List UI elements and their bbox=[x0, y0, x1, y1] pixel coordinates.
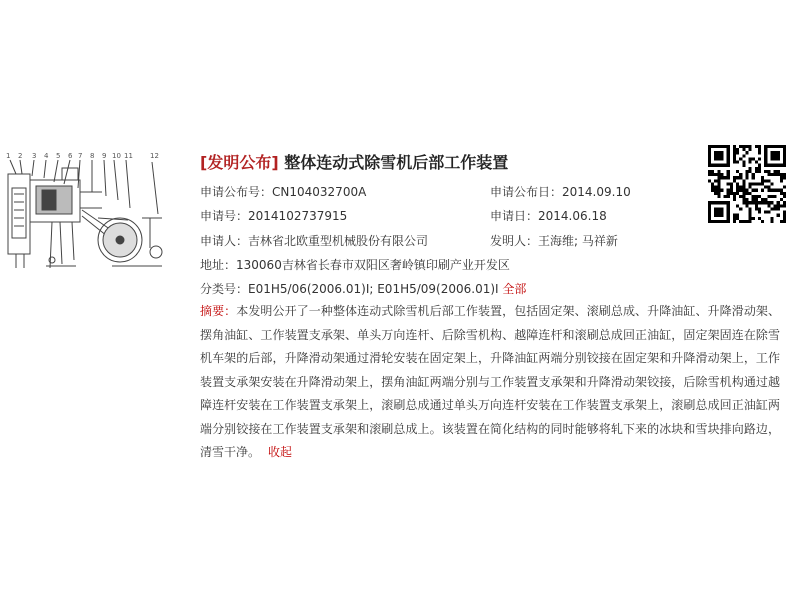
drawing-part-label: 10 bbox=[112, 152, 121, 160]
abstract-block bbox=[200, 300, 780, 465]
abstract-text: 本发明公开了一种整体连动式除雪机后部工作装置，包括固定架、滚刷总成、升降油缸、升降滑动架、摆角油缸、工作装置支承架、单头万向连杆、后除雪机构、越障连杆和滚刷总成回正油缸，固定架固连在除雪机车架的后部，升降滑动架通过滑轮安装在固定架上，升降油缸两端分别铰接在固定架和升降滑动架上，工作装置支承架安装在升降滑动架上，摆角油缸两端分别与工作装置支承架和升降滑动架铰接，后除雪机构通过越障连杆安装在工作装置支承架上，滚刷总成通过单头万向连杆安装在工作装置支承架上，滚刷总成回正油缸两端分别铰接在工作装置支承架和滚刷总成上。该装置在简化结构的同时能够将轧下来的冰块和雪块排向路边，清雪干净。 bbox=[200, 304, 780, 459]
application-number-value: 2014102737915 bbox=[248, 209, 348, 223]
address-value: 130060吉林省长春市双阳区奢岭镇印刷产业开发区 bbox=[236, 258, 510, 272]
drawing-part-label: 8 bbox=[90, 152, 95, 160]
drawing-part-label: 4 bbox=[44, 152, 49, 160]
drawing-part-label: 12 bbox=[150, 152, 159, 160]
collapse-link[interactable]: 收起 bbox=[268, 445, 293, 459]
publication-date-label: 申请公布日： bbox=[490, 185, 563, 199]
publication-number-value: CN104032700A bbox=[272, 185, 367, 199]
inventor-label: 发明人： bbox=[490, 234, 539, 248]
classification-all-link[interactable]: 全部 bbox=[502, 282, 527, 296]
patent-title-text: 整体连动式除雪机后部工作装置 bbox=[284, 153, 509, 172]
drawing-part-label: 2 bbox=[18, 152, 23, 160]
address-row bbox=[200, 256, 510, 273]
application-number-row bbox=[200, 207, 347, 224]
publication-date-row bbox=[490, 183, 631, 200]
inventor-row bbox=[490, 232, 618, 249]
drawing-part-label: 7 bbox=[78, 152, 83, 160]
publication-number-row bbox=[200, 183, 366, 200]
applicant-value: 吉林省北欧重型机械股份有限公司 bbox=[248, 234, 429, 248]
publication-number-label: 申请公布号： bbox=[200, 185, 273, 199]
patent-title[interactable] bbox=[200, 150, 700, 173]
classification-row bbox=[200, 280, 526, 297]
publication-date-value: 2014.09.10 bbox=[562, 185, 631, 199]
drawing-part-label: 1 bbox=[6, 152, 11, 160]
application-date-value: 2014.06.18 bbox=[538, 209, 607, 223]
inventor-value: 王海维; 马祥新 bbox=[538, 234, 618, 248]
drawing-part-label: 11 bbox=[124, 152, 133, 160]
application-date-label: 申请日： bbox=[490, 209, 539, 223]
application-date-row bbox=[490, 207, 607, 224]
classification-value: E01H5/06(2006.01)I; E01H5/09(2006.01)I bbox=[248, 282, 499, 296]
applicant-row bbox=[200, 232, 428, 249]
applicant-label: 申请人： bbox=[200, 234, 249, 248]
qr-code-icon bbox=[708, 145, 786, 223]
address-label: 地址： bbox=[200, 258, 237, 272]
application-number-label: 申请号： bbox=[200, 209, 249, 223]
patent-type-tag: [发明公布] bbox=[200, 153, 279, 172]
drawing-part-label: 5 bbox=[56, 152, 61, 160]
drawing-part-label: 9 bbox=[102, 152, 107, 160]
drawing-part-label: 3 bbox=[32, 152, 37, 160]
qr-code-image bbox=[708, 145, 786, 223]
abstract-label: 摘要： bbox=[200, 304, 237, 318]
patent-drawing-thumbnail[interactable] bbox=[2, 148, 168, 276]
classification-label: 分类号： bbox=[200, 282, 249, 296]
patent-drawing-image bbox=[2, 148, 168, 276]
drawing-part-label: 6 bbox=[68, 152, 73, 160]
